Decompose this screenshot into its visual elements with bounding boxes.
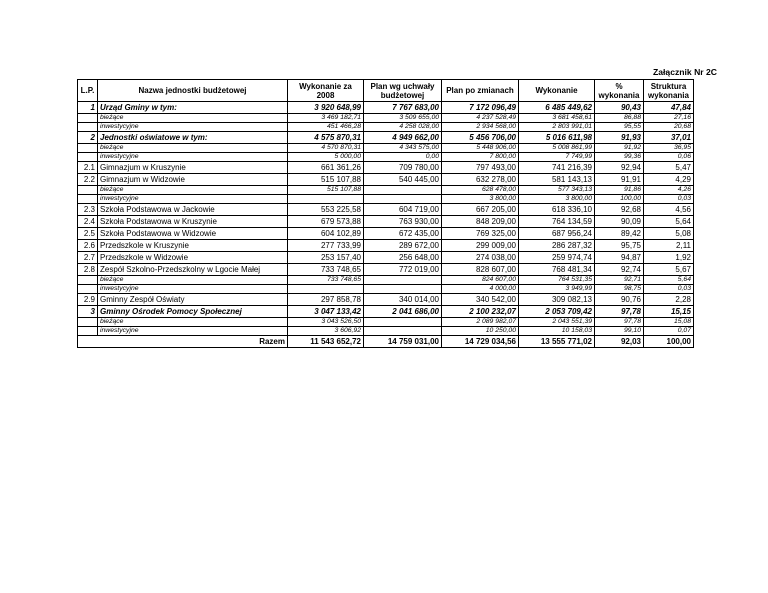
cell-procent: 97,78 <box>595 306 644 318</box>
cell-wykonanie-2008: 253 157,40 <box>288 252 364 264</box>
row-lp <box>78 195 98 204</box>
table-row <box>78 276 694 285</box>
row-lp: 2.5 <box>78 228 98 240</box>
total-label: Razem <box>78 336 288 348</box>
cell-wykonanie-2008: 451 466,28 <box>288 123 364 132</box>
table-row <box>78 162 694 174</box>
row-name: bieżące <box>98 114 288 123</box>
cell-plan-po-zmianach: 3 800,00 <box>442 195 519 204</box>
total-wykonanie-2008: 11 543 652,72 <box>288 336 364 348</box>
cell-procent: 94,87 <box>595 252 644 264</box>
row-name: inwestycyjne <box>98 285 288 294</box>
cell-wykonanie-2008: 277 733,99 <box>288 240 364 252</box>
cell-plan <box>364 276 442 285</box>
cell-struktura: 20,68 <box>644 123 694 132</box>
row-lp: 2 <box>78 132 98 144</box>
cell-plan-po-zmianach: 4 237 528,49 <box>442 114 519 123</box>
cell-struktura: 1,92 <box>644 252 694 264</box>
row-lp <box>78 123 98 132</box>
cell-procent: 99,36 <box>595 153 644 162</box>
cell-wykonanie: 2 803 991,01 <box>519 123 595 132</box>
cell-wykonanie-2008: 3 043 526,50 <box>288 318 364 327</box>
cell-struktura: 37,01 <box>644 132 694 144</box>
row-lp: 2.4 <box>78 216 98 228</box>
cell-struktura: 2,28 <box>644 294 694 306</box>
cell-struktura: 2,11 <box>644 240 694 252</box>
header-plan: Plan wg uchwały budżetowej <box>364 80 442 102</box>
cell-wykonanie: 10 158,03 <box>519 327 595 336</box>
cell-procent: 91,91 <box>595 174 644 186</box>
cell-plan-po-zmianach: 7 172 096,49 <box>442 102 519 114</box>
table-row <box>78 132 694 144</box>
cell-wykonanie-2008: 679 573,88 <box>288 216 364 228</box>
cell-plan-po-zmianach: 7 800,00 <box>442 153 519 162</box>
row-lp <box>78 114 98 123</box>
row-lp <box>78 153 98 162</box>
cell-wykonanie: 764 134,59 <box>519 216 595 228</box>
cell-struktura: 5,64 <box>644 276 694 285</box>
cell-wykonanie: 286 287,32 <box>519 240 595 252</box>
row-lp: 3 <box>78 306 98 318</box>
cell-struktura: 0,07 <box>644 327 694 336</box>
cell-wykonanie-2008: 4 570 870,31 <box>288 144 364 153</box>
total-struktura: 100,00 <box>644 336 694 348</box>
cell-struktura: 4,56 <box>644 204 694 216</box>
cell-wykonanie: 764 531,35 <box>519 276 595 285</box>
cell-plan-po-zmianach: 274 038,00 <box>442 252 519 264</box>
table-row <box>78 327 694 336</box>
cell-struktura: 0,03 <box>644 285 694 294</box>
cell-struktura: 4,26 <box>644 186 694 195</box>
header-name: Nazwa jednostki budżetowej <box>98 80 288 102</box>
cell-plan-po-zmianach: 2 100 232,07 <box>442 306 519 318</box>
cell-struktura: 27,16 <box>644 114 694 123</box>
cell-plan-po-zmianach: 2 089 982,07 <box>442 318 519 327</box>
cell-procent: 92,74 <box>595 264 644 276</box>
cell-procent: 100,00 <box>595 195 644 204</box>
cell-plan: 709 780,00 <box>364 162 442 174</box>
row-lp <box>78 144 98 153</box>
table-row <box>78 204 694 216</box>
cell-wykonanie-2008: 515 107,88 <box>288 174 364 186</box>
cell-plan <box>364 327 442 336</box>
table-row <box>78 285 694 294</box>
cell-procent: 91,93 <box>595 132 644 144</box>
cell-procent: 92,94 <box>595 162 644 174</box>
cell-plan: 0,00 <box>364 153 442 162</box>
row-lp: 2.2 <box>78 174 98 186</box>
cell-plan: 340 014,00 <box>364 294 442 306</box>
cell-wykonanie-2008: 604 102,89 <box>288 228 364 240</box>
cell-wykonanie-2008: 3 469 182,71 <box>288 114 364 123</box>
cell-procent: 95,75 <box>595 240 644 252</box>
row-lp: 2.7 <box>78 252 98 264</box>
cell-wykonanie: 259 974,74 <box>519 252 595 264</box>
cell-wykonanie-2008: 5 000,00 <box>288 153 364 162</box>
table-body <box>78 102 694 348</box>
cell-struktura: 5,67 <box>644 264 694 276</box>
table-row <box>78 294 694 306</box>
cell-struktura: 15,15 <box>644 306 694 318</box>
header-wykonanie-2008: Wykonanie za 2008 <box>288 80 364 102</box>
total-plan: 14 759 031,00 <box>364 336 442 348</box>
cell-struktura: 5,64 <box>644 216 694 228</box>
row-lp <box>78 327 98 336</box>
table-row <box>78 186 694 195</box>
row-lp: 2.8 <box>78 264 98 276</box>
header-plan-po-zmianach: Plan po zmianach <box>442 80 519 102</box>
cell-struktura: 0,06 <box>644 153 694 162</box>
row-lp <box>78 276 98 285</box>
cell-plan-po-zmianach: 5 448 906,00 <box>442 144 519 153</box>
cell-plan: 289 672,00 <box>364 240 442 252</box>
row-name: Gminny Ośrodek Pomocy Społecznej <box>98 306 288 318</box>
total-row <box>78 336 694 348</box>
cell-plan <box>364 195 442 204</box>
cell-wykonanie: 581 143,13 <box>519 174 595 186</box>
cell-plan: 604 719,00 <box>364 204 442 216</box>
table-row <box>78 174 694 186</box>
cell-plan: 7 767 683,00 <box>364 102 442 114</box>
cell-procent: 91,92 <box>595 144 644 153</box>
table-row <box>78 264 694 276</box>
row-name: Szkoła Podstawowa w Widzowie <box>98 228 288 240</box>
cell-plan: 772 019,00 <box>364 264 442 276</box>
cell-struktura: 5,47 <box>644 162 694 174</box>
cell-plan: 540 445,00 <box>364 174 442 186</box>
cell-procent: 90,43 <box>595 102 644 114</box>
table-row <box>78 123 694 132</box>
cell-wykonanie-2008: 733 748,65 <box>288 276 364 285</box>
row-name: inwestycyjne <box>98 153 288 162</box>
cell-plan: 4 949 662,00 <box>364 132 442 144</box>
table-row <box>78 306 694 318</box>
total-procent: 92,03 <box>595 336 644 348</box>
row-lp: 2.1 <box>78 162 98 174</box>
cell-procent: 92,68 <box>595 204 644 216</box>
table-row <box>78 195 694 204</box>
cell-wykonanie-2008: 3 047 133,42 <box>288 306 364 318</box>
cell-procent: 98,75 <box>595 285 644 294</box>
cell-procent: 90,09 <box>595 216 644 228</box>
cell-struktura: 47,84 <box>644 102 694 114</box>
table-row <box>78 144 694 153</box>
cell-plan-po-zmianach: 824 607,00 <box>442 276 519 285</box>
cell-struktura: 5,08 <box>644 228 694 240</box>
cell-wykonanie: 5 008 861,99 <box>519 144 595 153</box>
cell-wykonanie-2008: 3 920 648,99 <box>288 102 364 114</box>
cell-wykonanie-2008: 297 858,78 <box>288 294 364 306</box>
cell-plan <box>364 186 442 195</box>
cell-plan-po-zmianach: 667 205,00 <box>442 204 519 216</box>
cell-procent: 92,71 <box>595 276 644 285</box>
table-row <box>78 240 694 252</box>
cell-wykonanie: 3 800,00 <box>519 195 595 204</box>
cell-plan <box>364 318 442 327</box>
total-wykonanie: 13 555 771,02 <box>519 336 595 348</box>
cell-wykonanie: 309 082,13 <box>519 294 595 306</box>
cell-wykonanie-2008: 661 361,26 <box>288 162 364 174</box>
cell-plan: 3 509 655,00 <box>364 114 442 123</box>
cell-plan-po-zmianach: 2 934 568,00 <box>442 123 519 132</box>
cell-wykonanie: 3 681 458,61 <box>519 114 595 123</box>
cell-procent: 86,88 <box>595 114 644 123</box>
row-name: Szkoła Podstawowa w Kruszynie <box>98 216 288 228</box>
cell-wykonanie: 5 016 611,98 <box>519 132 595 144</box>
cell-procent: 91,86 <box>595 186 644 195</box>
cell-procent: 90,76 <box>595 294 644 306</box>
cell-plan-po-zmianach: 797 493,00 <box>442 162 519 174</box>
row-lp <box>78 285 98 294</box>
row-name: bieżące <box>98 276 288 285</box>
cell-plan <box>364 285 442 294</box>
table-row <box>78 318 694 327</box>
budget-table <box>77 79 694 348</box>
cell-plan-po-zmianach: 10 250,00 <box>442 327 519 336</box>
header-procent: % wykonania <box>595 80 644 102</box>
cell-wykonanie-2008 <box>288 195 364 204</box>
cell-wykonanie-2008: 733 748,65 <box>288 264 364 276</box>
row-name: Jednostki oświatowe w tym: <box>98 132 288 144</box>
row-lp <box>78 318 98 327</box>
cell-wykonanie: 6 485 449,62 <box>519 102 595 114</box>
cell-wykonanie: 741 216,39 <box>519 162 595 174</box>
cell-wykonanie: 7 749,99 <box>519 153 595 162</box>
cell-procent: 97,78 <box>595 318 644 327</box>
cell-plan: 4 343 575,00 <box>364 144 442 153</box>
row-name: Gimnazjum w Widzowie <box>98 174 288 186</box>
cell-procent: 89,42 <box>595 228 644 240</box>
table-row <box>78 153 694 162</box>
cell-procent: 99,10 <box>595 327 644 336</box>
row-name: bieżące <box>98 318 288 327</box>
cell-plan-po-zmianach: 828 607,00 <box>442 264 519 276</box>
cell-wykonanie: 3 949,99 <box>519 285 595 294</box>
row-name: inwestycyjne <box>98 123 288 132</box>
row-lp: 1 <box>78 102 98 114</box>
cell-wykonanie: 618 336,10 <box>519 204 595 216</box>
table-row <box>78 216 694 228</box>
cell-struktura: 36,95 <box>644 144 694 153</box>
row-name: Przedszkole w Kruszynie <box>98 240 288 252</box>
cell-plan-po-zmianach: 4 000,00 <box>442 285 519 294</box>
cell-wykonanie: 768 481,34 <box>519 264 595 276</box>
cell-procent: 95,55 <box>595 123 644 132</box>
cell-plan: 672 435,00 <box>364 228 442 240</box>
cell-wykonanie: 577 343,13 <box>519 186 595 195</box>
cell-wykonanie-2008: 515 107,88 <box>288 186 364 195</box>
table-row <box>78 228 694 240</box>
cell-wykonanie-2008 <box>288 285 364 294</box>
row-name: bieżące <box>98 144 288 153</box>
row-name: Szkoła Podstawowa w Jackowie <box>98 204 288 216</box>
cell-struktura: 0,03 <box>644 195 694 204</box>
header-struktura: Struktura wykonania <box>644 80 694 102</box>
row-lp <box>78 186 98 195</box>
row-name: Urząd Gminy w tym: <box>98 102 288 114</box>
header-wykonanie: Wykonanie <box>519 80 595 102</box>
cell-struktura: 15,08 <box>644 318 694 327</box>
row-name: inwestycyjne <box>98 327 288 336</box>
cell-plan-po-zmianach: 5 456 706,00 <box>442 132 519 144</box>
cell-plan-po-zmianach: 769 325,00 <box>442 228 519 240</box>
total-plan-po-zmianach: 14 729 034,56 <box>442 336 519 348</box>
cell-wykonanie: 2 053 709,42 <box>519 306 595 318</box>
cell-wykonanie: 687 956,24 <box>519 228 595 240</box>
cell-struktura: 4,29 <box>644 174 694 186</box>
table-row <box>78 252 694 264</box>
cell-wykonanie-2008: 553 225,58 <box>288 204 364 216</box>
row-lp: 2.3 <box>78 204 98 216</box>
row-name: bieżące <box>98 186 288 195</box>
cell-plan-po-zmianach: 848 209,00 <box>442 216 519 228</box>
cell-plan-po-zmianach: 632 278,00 <box>442 174 519 186</box>
cell-plan: 763 930,00 <box>364 216 442 228</box>
row-name: Przedszkole w Widzowie <box>98 252 288 264</box>
header-row <box>78 80 694 102</box>
cell-wykonanie-2008: 3 606,92 <box>288 327 364 336</box>
cell-plan: 256 648,00 <box>364 252 442 264</box>
cell-plan: 4 258 028,00 <box>364 123 442 132</box>
row-name: Gimnazjum w Kruszynie <box>98 162 288 174</box>
row-name: inwestycyjne <box>98 195 288 204</box>
row-name: Zespół Szkolno-Przedszkolny w Lgocie Małej <box>98 264 288 276</box>
row-lp: 2.6 <box>78 240 98 252</box>
cell-plan-po-zmianach: 628 478,00 <box>442 186 519 195</box>
cell-plan-po-zmianach: 340 542,00 <box>442 294 519 306</box>
table-row <box>78 102 694 114</box>
cell-plan-po-zmianach: 299 009,00 <box>442 240 519 252</box>
header-lp: L.P. <box>78 80 98 102</box>
row-name: Gminny Zespół Oświaty <box>98 294 288 306</box>
row-lp: 2.9 <box>78 294 98 306</box>
table-row <box>78 114 694 123</box>
attachment-caption: Załącznik Nr 2C <box>653 67 717 77</box>
cell-wykonanie-2008: 4 575 870,31 <box>288 132 364 144</box>
cell-wykonanie: 2 043 551,39 <box>519 318 595 327</box>
cell-plan: 2 041 686,00 <box>364 306 442 318</box>
